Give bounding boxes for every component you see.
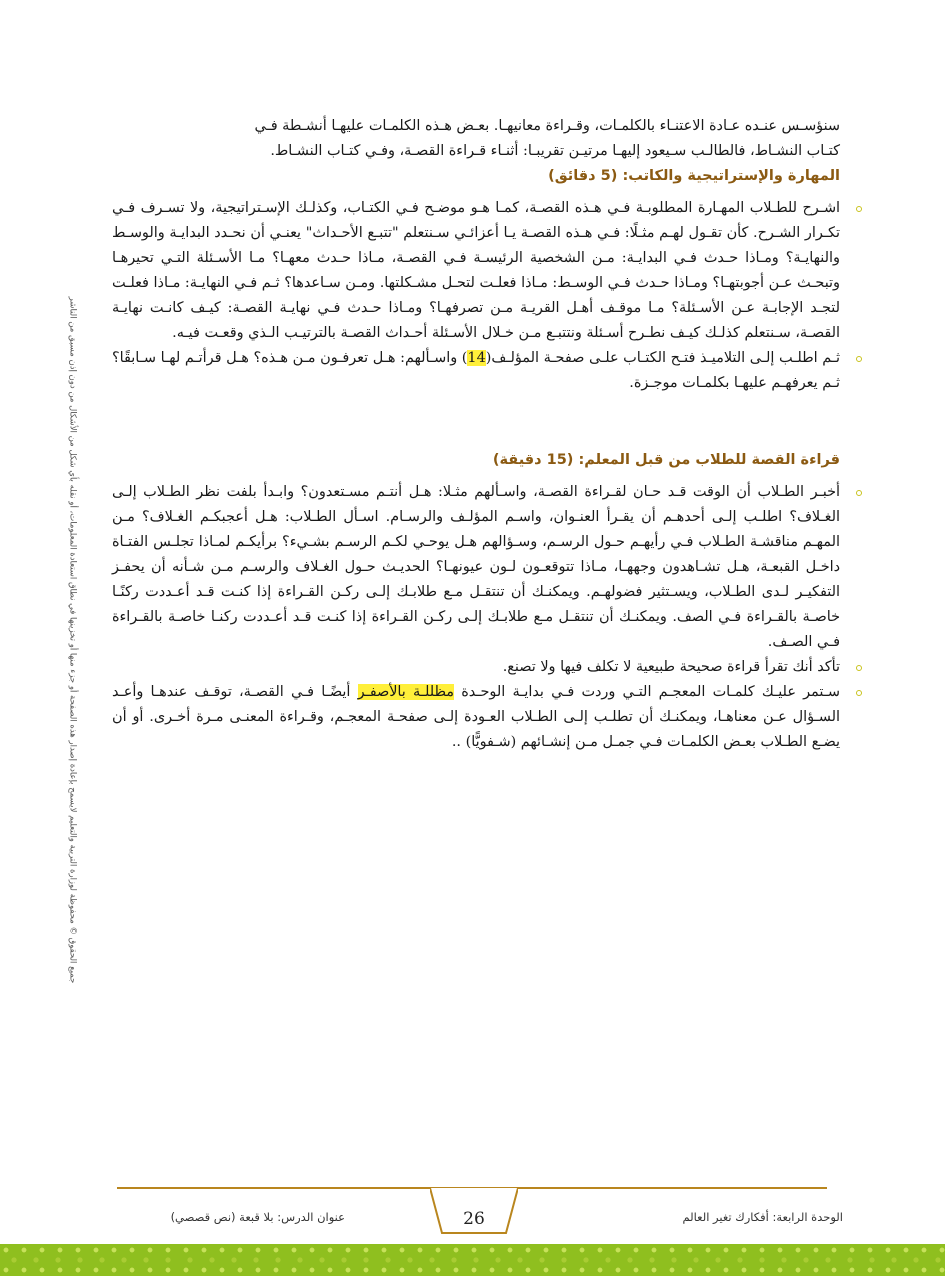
list-item — [112, 655, 840, 680]
green-footer-band — [0, 1244, 945, 1276]
section2-bullet1-text: أخبـر الطـلاب أن الوقت قـد حـان لقـراءة القصـة، واسـألهم مثـلا: هـل أنتـم مسـتعدون؟ وابـدأ بلفت نظر الطـلاب إلـى الغـلاف؟ اطلـب إلـى أحدهـم أن يقـرأ العنـوان، واسـم المؤلـف والرسـام. اسـأل الطـلاب: هـل أعجبكـم الغـلاف؟ مـن المهـم مناقشـة الطـلاب فـي رأيهـم حـول الرسـم، وسـؤالهم هـل يوحـي لكـم الرسـم بشـيء؟ برأيكـم لمـاذا تجلـس الفتـاة داخـل القبعـة، هـل تشـاهدون وجههـا، مـاذا تتوقعـون لـون عيونهـا؟ الحديـث حـول الغـلاف والرسـم مـن شـأنه أن يحفـز التفكيـر لـدى الطـلاب، ويسـتثير فضولهـم. ويمكنـك أن تنتقـل مـع طلابـك إلـى ركـن القـراءة إذا كنـت قـد أعـددت ركنًـا خاصـة بالقـراءة فـي الصف. ويمكنـك أن تنتقـل مـع طلابـك إلـى ركـن القـراءة إذا كنـت قـد أعـددت ركنـا خاصـة بالقـراءة فـي الصـف. — [112, 484, 840, 650]
footer-lesson-title: عنوان الدرس: بلا قبعة (نص قصصي) — [170, 1210, 345, 1224]
list-item — [112, 480, 840, 655]
section1-heading-text: المهارة والإستراتيجية والكاتب: — [622, 168, 840, 184]
copyright-side-note — [52, 270, 92, 1010]
main-content — [112, 114, 840, 755]
section1-bullet1-text: اشـرح للطـلاب المهـارة المطلوبـة فـي هـذه القصـة، كمـا هـو موضـح فـي الكتـاب، وكذلـك الإسـتراتيجية، ولا تسـرف فـي تكـرار الشـرح. كأن تقـول لهـم مثـلًا: فـي هـذه القصـة يـا أعزائـي سـنتعلم "تتبـع الأحـداث" يعنـي أن نحـدد البدايـة والوسـط والنهايـة؟ ومـاذا حـدث فـي البدايـة: مـن الشخصية الرئيسـة فـي القصـة، مـاذا حـدث معهـا؟ مـا الأسـئلة التـي تحيرهـا وتبحـث عـن أجوبتهـا؟ ومـاذا حـدث فـي الوسـط: مـاذا فعلـت لتحـل مشـكلتها. ومـن سـاعدها؟ ثـم فـي النهايـة: مـاذا فعلـت لتجـد الإجابـة عـن الأسـئلة؟ مـا موقـف أهـل القريـة مـن تصرفهـا؟ ومـاذا حـدث فـي نهايـة القصـة: كيـف كانـت نهايـة القصـة، سـنتعلم كذلـك كيـف نطـرح أسـئلة ونتتبـع مـن خـلال الأسـئلة أحـداث القصـة بالترتيـب الـذي وقعـت فيـه. — [112, 200, 840, 341]
bullet-circle-icon — [856, 490, 862, 496]
bullet-circle-icon — [856, 206, 862, 212]
list-item — [112, 346, 840, 396]
section2-time: (15 دقيقة) — [492, 452, 574, 468]
bullet-circle-icon — [856, 665, 862, 671]
footer-unit-title: الوحدة الرابعة: أفكارك تغير العالم — [682, 1210, 843, 1224]
section2-heading-text: قراءة القصة للطلاب من قبل المعلم: — [578, 452, 840, 468]
bullet-circle-icon — [856, 356, 862, 362]
section2-bullet3-before: سـتمر عليـك كلمـات المعجـم التـي وردت فـي بدايـة الوحـدة — [454, 684, 840, 700]
section2-bullet2-text: تأكد أنك تقرأ قراءة صحيحة طبيعية لا تكلف فيها ولا تصنع. — [502, 659, 840, 675]
section2-bullet3-after: أيضًـا فـي القصـة، توقـف عندهـا وأعـد السـؤال عـن معناهـا، ويمكنـك أن تطلـب إلـى الطـلاب العـودة إلـى صفحـة المعجـم، وقـراءة المعنـى مـرة أخـرى. أو أن يضـع الطـلاب بعـض الكلمـات فـي جمـل مـن إنشـائهم (شـفويًّا) .. — [112, 684, 840, 750]
page-number: 26 — [463, 1209, 485, 1229]
bullet-circle-icon — [856, 690, 862, 696]
copyright-text: جميع الحقوق © محفوظة لوزارة التربية والتعليم لايسمح بإعادة إصدار هذه الصفحة أو جزء منها أو تخزينها في نطاق استعادة المعلومات، أو نقله بأي شكل من الأشكال من دون إذن مسبق من الناشر — [67, 296, 78, 984]
intro-line-1: سنؤسـس عنـده عـادة الاعتنـاء بالكلمـات، وقـراءة معانيهـا. بعـض هـذه الكلمـات عليهـا أنشـطة فـي — [254, 118, 840, 134]
page-number-highlight: 14 — [467, 350, 486, 366]
section1-bullet2-after: ) واسـألهم: هـل تعرفـون مـن هـذه؟ هـل قرأتـم لهـا سـابقًا؟ ثـم يعرفهـم عليهـا بكلمـات موجـزة. — [112, 350, 840, 391]
section1-bullet2-before: ثـم اطلـب إلـى التلاميـذ فتـح الكتـاب علـى صفحـة المؤلـف( — [485, 350, 840, 366]
section1-heading — [112, 164, 840, 188]
list-item — [112, 680, 840, 755]
intro-line-2: كتـاب النشـاط، فالطالـب سـيعود إليهـا مرتيـن تقريبـا: أثنـاء قـراءة القصـة، وفـي كتـاب النشـاط. — [270, 143, 840, 159]
section2-list — [112, 480, 840, 755]
section2-heading — [112, 448, 840, 472]
list-item — [112, 196, 840, 346]
yellow-highlight: مظللـة بالأصفـر — [357, 684, 454, 700]
section1-time: (5 دقائق) — [548, 168, 618, 184]
section1-list — [112, 196, 840, 396]
